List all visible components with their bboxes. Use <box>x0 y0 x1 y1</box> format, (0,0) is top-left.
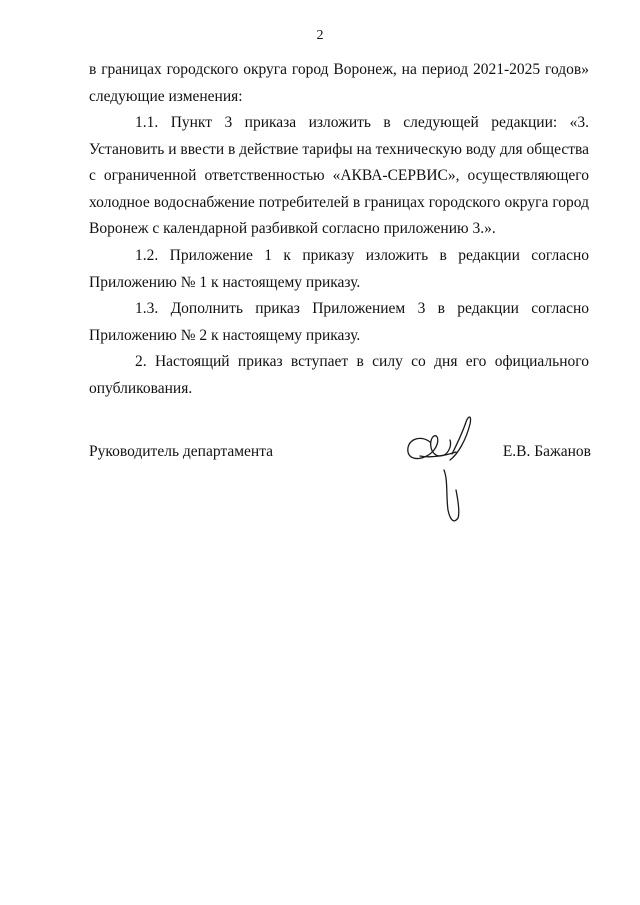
signatory-name: Е.В. Бажанов <box>502 443 591 460</box>
paragraph-item-1-2: 1.2. Приложение 1 к приказу изложить в редакции согласно Приложению № 1 к настоящему приказу. <box>89 247 589 291</box>
signature-row <box>89 443 591 467</box>
document-body-items-2 <box>89 243 589 296</box>
document-body-items <box>89 110 589 243</box>
handwritten-signature <box>400 410 490 530</box>
page-number: 2 <box>316 28 324 43</box>
paragraph-item-2: 2. Настоящий приказ вступает в силу со дня его официального опубликования. <box>89 353 589 397</box>
document-body-items-3 <box>89 296 589 349</box>
document-body <box>89 57 589 110</box>
paragraph-item-1-3: 1.3. Дополнить приказ Приложением 3 в редакции согласно Приложению № 2 к настоящему приказу. <box>89 300 589 344</box>
document-body-items-4 <box>89 349 589 402</box>
paragraph-item-1-1: 1.1. Пункт 3 приказа изложить в следующей редакции: «3. Установить и ввести в действие тарифы на техническую воду для общества с ограниченной ответственностью «АКВА-СЕРВИС», осуществляющего холодное водоснабжение потребителей в границах городского округа город Воронеж с календарной разбивкой согласно приложению 3.». <box>89 114 589 237</box>
signatory-title: Руководитель департамента <box>89 443 274 460</box>
paragraph-intro: в границах городского округа город Воронеж, на период 2021-2025 годов» следующие изменения: <box>89 61 589 105</box>
